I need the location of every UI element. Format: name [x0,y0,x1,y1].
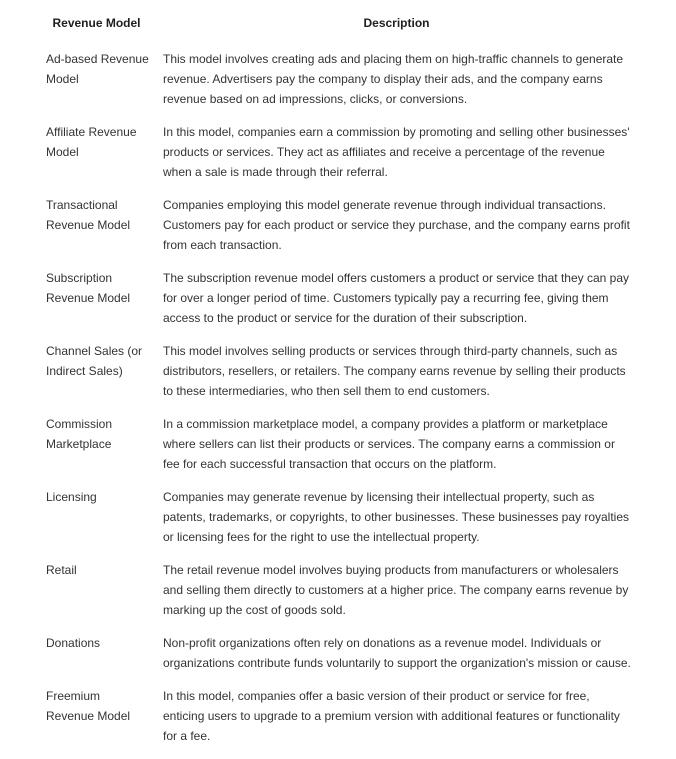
table-row [38,414,638,487]
row-model-cell: Retail [46,563,77,577]
row-model-cell: Licensing [46,490,97,504]
table-row [38,560,638,633]
row-description-cell: The subscription revenue model offers customers a product or service that they can pay for over a longer period of time. Customers typically pay a recurring fee, giving them access to the product or service for the duration of their subscription. [163,271,630,325]
revenue-models-table-container [0,10,676,759]
row-model-cell: Freemium Revenue Model [46,689,131,723]
table-row [38,686,638,759]
table-row [38,122,638,195]
row-model-cell: Ad-based Revenue Model [46,52,149,86]
row-model-cell: Transactional Revenue Model [46,198,131,232]
row-description-cell: In a commission marketplace model, a company provides a platform or marketplace where sellers can list their products or services. The company earns a commission or fee for each successful transaction that occurs on the platform. [163,417,615,471]
table-header-row [38,10,638,49]
table-row [38,195,638,268]
row-description-cell: Non-profit organizations often rely on donations as a revenue model. Individuals or organizations contribute funds voluntarily to support the organization's mission or cause. [163,636,631,670]
table-row [38,268,638,341]
row-description-cell: Companies may generate revenue by licensing their intellectual property, such as patents, trademarks, or copyrights, to other businesses. These businesses pay royalties or licensing fees for the right to use the intellectual property. [163,490,630,544]
row-model-cell: Affiliate Revenue Model [46,125,137,159]
table-row [38,49,638,122]
header-description: Description [363,16,430,30]
row-description-cell: In this model, companies offer a basic version of their product or service for free, enticing users to upgrade to a premium version with additional features or functionality for a fee. [163,689,620,743]
table-row [38,487,638,560]
row-model-cell: Donations [46,636,101,650]
row-description-cell: In this model, companies earn a commission by promoting and selling other businesses' products or services. They act as affiliates and receive a percentage of the revenue when a sale is made through their referral. [163,125,630,179]
row-description-cell: This model involves creating ads and placing them on high-traffic channels to generate revenue. Advertisers pay the company to display their ads, and the company earns revenue based on ad impressions, clicks, or conversions. [163,52,624,106]
table-row [38,633,638,686]
row-description-cell: The retail revenue model involves buying products from manufacturers or wholesalers and selling them directly to customers at a higher price. The company earns revenue by marking up the cost of goods sold. [163,563,629,617]
row-description-cell: This model involves selling products or services through third-party channels, such as distributors, resellers, or retailers. The company earns revenue by selling their products to these intermediaries, who then sell them to end customers. [163,344,626,398]
row-description-cell: Companies employing this model generate revenue through individual transactions. Customers pay for each product or service they purchase, and the company earns profit from each transaction. [163,198,630,252]
row-model-cell: Commission Marketplace [46,417,113,451]
table-row [38,341,638,414]
header-revenue-model: Revenue Model [52,16,141,30]
revenue-models-table [38,10,638,759]
row-model-cell: Channel Sales (or Indirect Sales) [46,344,143,378]
row-model-cell: Subscription Revenue Model [46,271,131,305]
